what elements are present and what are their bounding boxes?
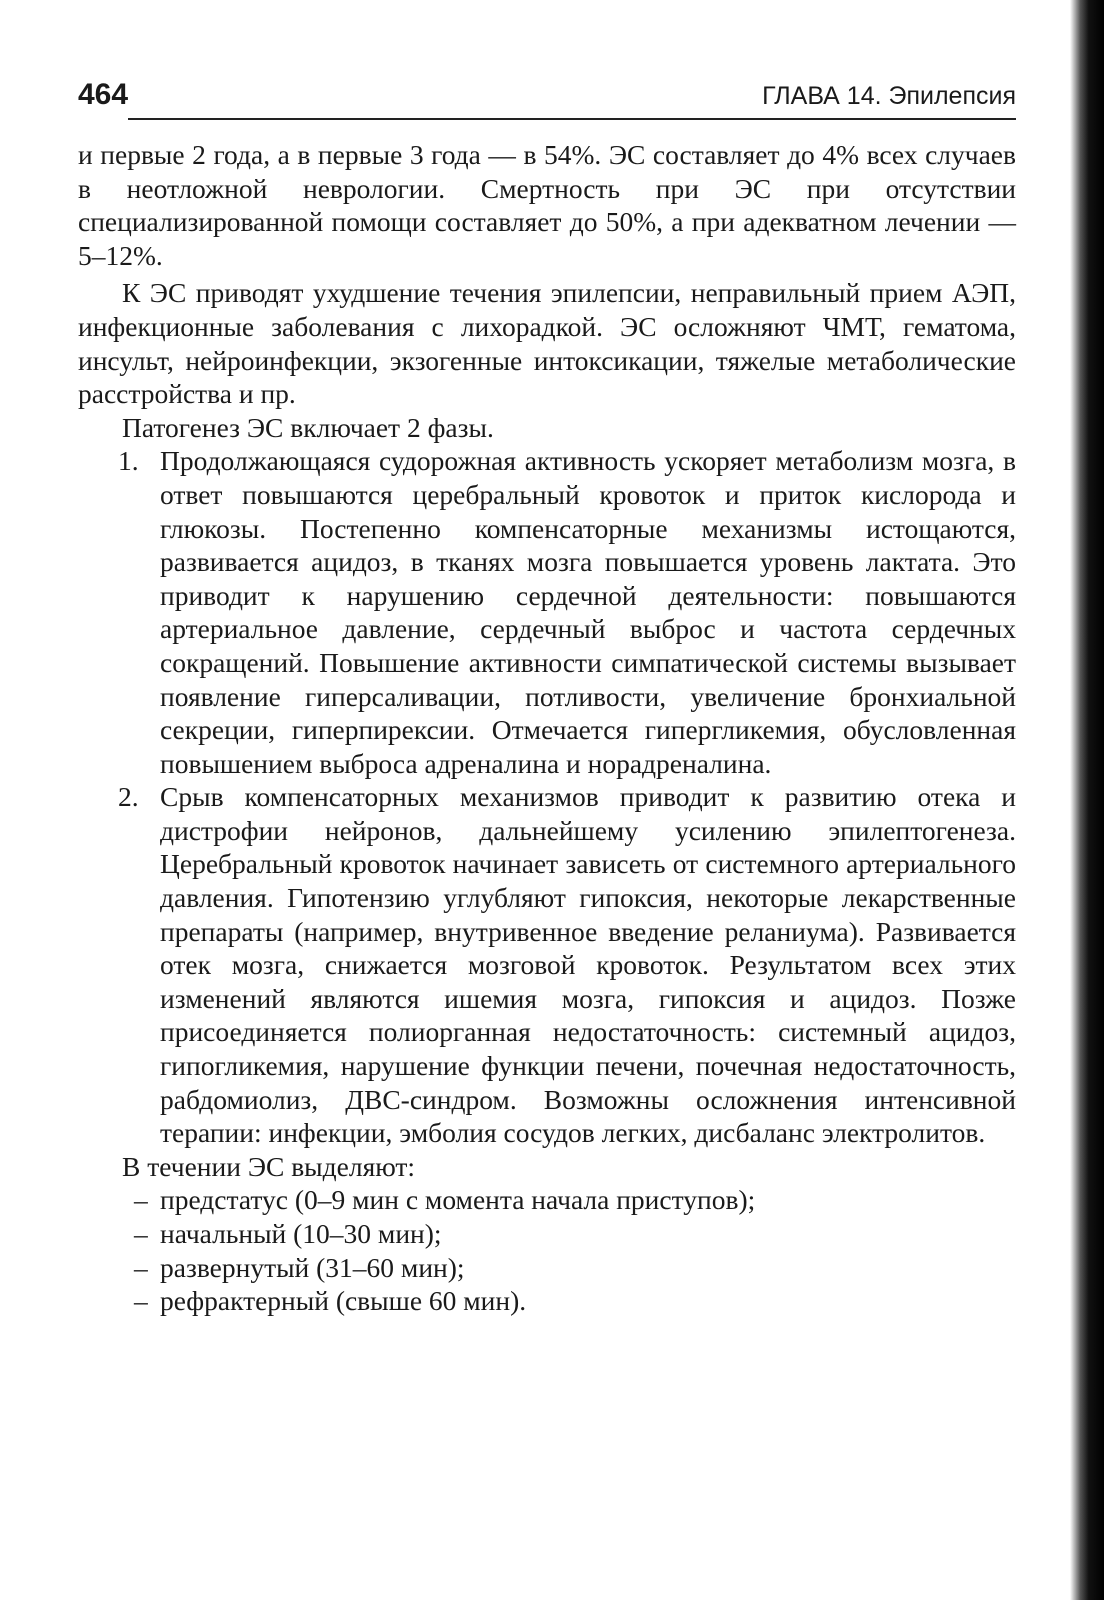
paragraph-mortality: и первые 2 года, а в первые 3 года — в 54%. ЭС составляет до 4% всех случаев в неотложной неврологии. Смертность при ЭС при отсутствии специализированной помощи составляет до 50%, а при адекватном лечении — 5–12%.	[78, 139, 1016, 271]
list-dash: –	[134, 1285, 148, 1317]
page-number: 464	[78, 78, 129, 111]
paragraph-pathogenesis: Патогенез ЭС включает 2 фазы.	[122, 411, 494, 443]
scan-edge-shadow	[1070, 0, 1104, 1600]
stage-item	[78, 1251, 1016, 1285]
phase-number: 1.	[118, 445, 139, 477]
phase-item	[78, 780, 1016, 1150]
stage-item	[78, 1183, 1016, 1217]
phase-text: Продолжающаяся судорожная активность ускоряет метаболизм мозга, в ответ повышаются церебральный кровоток и приток кислорода и глюкозы. Постепенно компенсаторные механизмы истощаются, развивается ацидоз, в тканях мозга повышается уровень лактата. Это приводит к нарушению сердечной деятельности: повышаются артериальное давление, сердечный выброс и частота сердечных сокращений. Повышение активности симпатической системы вызывает появление гиперсаливации, потливости, увеличение бронхиальной секреции, гиперпирексии. Отмечается гипергликемия, обусловленная повышением выброса адреналина и норадреналина.	[160, 445, 1016, 779]
phase-list	[78, 444, 1016, 1149]
stage-text: развернутый (31–60 мин);	[160, 1251, 465, 1283]
stage-item	[78, 1217, 1016, 1251]
stage-list	[78, 1183, 1016, 1317]
stage-item	[78, 1284, 1016, 1318]
stage-text: рефрактерный (свыше 60 мин).	[160, 1285, 527, 1317]
running-head: ГЛАВА 14. Эпилепсия	[762, 82, 1016, 110]
header-rule	[128, 118, 1016, 120]
body-text	[78, 138, 1016, 1318]
list-dash: –	[134, 1218, 148, 1249]
page-header	[78, 78, 1016, 116]
book-page	[78, 78, 1016, 1317]
list-dash: –	[134, 1184, 148, 1216]
phase-number: 2.	[118, 781, 139, 813]
paragraph-causes: К ЭС приводят ухудшение течения эпилепсии, неправильный прием АЭП, инфекционные заболевания с лихорадкой. ЭС осложняют ЧМТ, гематома, инсульт, нейроинфекции, экзогенные интоксикации, тяжелые метаболические расстройства и пр.	[78, 277, 1016, 410]
stage-text: предстатус (0–9 мин с момента начала приступов);	[160, 1184, 756, 1216]
stage-text: начальный (10–30 мин);	[160, 1218, 442, 1249]
stages-intro: В течении ЭС выделяют:	[122, 1150, 416, 1182]
phase-text: Срыв компенсаторных механизмов приводит к развитию отека и дистрофии нейронов, дальнейшему усилению эпилептогенеза. Церебральный кровоток начинает зависеть от системного артериального давления. Гипотензию углубляют гипоксия, некоторые лекарственные препараты (например, внутривенное введение реланиума). Развивается отек мозга, снижается мозговой кровоток. Результатом всех этих изменений являются ишемия мозга, гипоксия и ацидоз. Позже присоединяется полиорганная недостаточность: системный ацидоз, гипогликемия, нарушение функции печени, почечная недостаточность, рабдомиолиз, ДВС-синдром. Возможны осложнения интенсивной терапии: инфекции, эмболия сосудов легких, дисбаланс электролитов.	[160, 781, 1016, 1149]
phase-item	[78, 444, 1016, 780]
list-dash: –	[134, 1251, 148, 1283]
